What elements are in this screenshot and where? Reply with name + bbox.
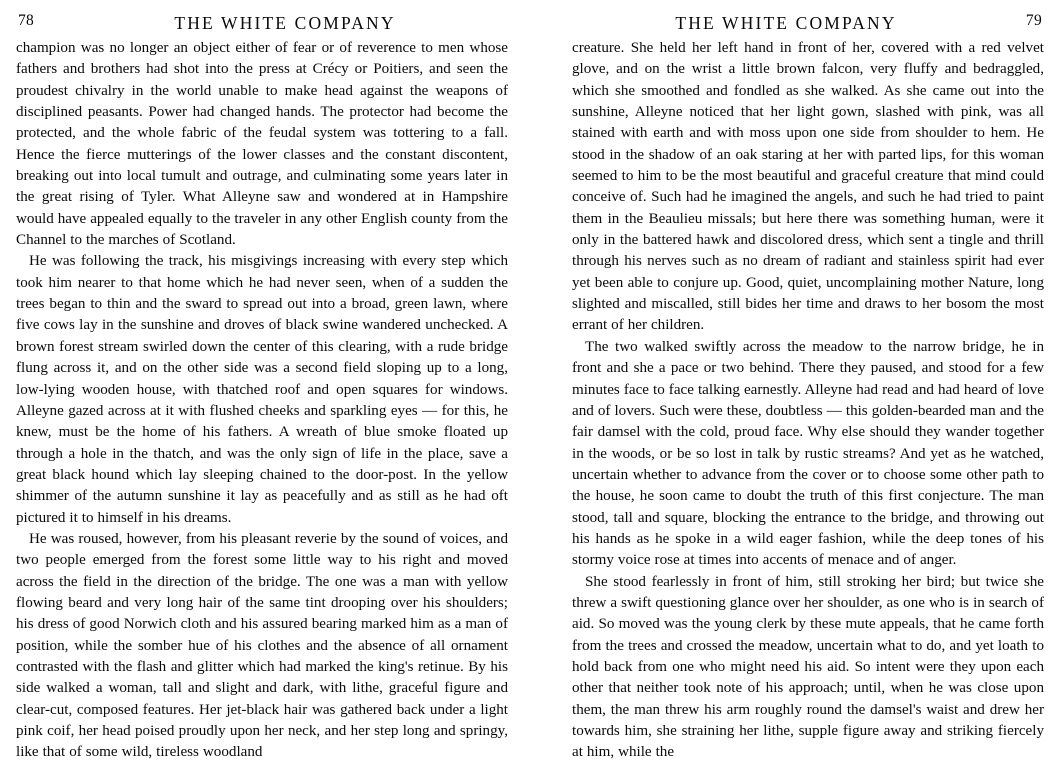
paragraph: creature. She held her left hand in front of her, covered with a red velvet glove, and on the wrist a little brown falcon, very fluffy and bedraggled, which she smoothed and fondled as she walked. As she came out into the sunshine, Alleyne noticed that her light gown, slashed with pink, was all stained with earth and with moss upon one side from shoulder to hem. He stood in the shadow of an oak staring at her with parted lips, for this woman seemed to him to be the most beautiful and graceful creature that mind could conceive of. Such had he imagined the angels, and such he had tried to paint them in the Beaulieu missals; but here there was something human, were it only in the battered hawk and discolored dress, which sent a tingle and thrill through his nerves such as no dream of radiant and stainless spirit had ever yet been able to conjure up. Good, quiet, uncomplaining mother Nature, long slighted and miscalled, still bides her time and draws to her bosom the most errant of her children. bbox=[572, 40, 1044, 334]
paragraph: champion was no longer an object either of fear or of reverence to men whose fathers and brothers had shot into the press at Crécy or Poitiers, and seen the proudest chivalry in the world unable to make head against the weapons of disciplined peasants. Power had changed hands. The protector had become the protected, and the whole fabric of the feudal system was tottering to a fall. Hence the fierce mutterings of the lower classes and the constant discontent, breaking out into local tumult and outrage, and culminating some years later in the great rising of Tyler. What Alleyne saw and wondered at in Hampshire would have appealed equally to the traveler in any other English county from the Channel to the marches of Scotland. bbox=[16, 40, 508, 249]
running-head-left bbox=[16, 0, 508, 34]
paragraph: He was roused, however, from his pleasant reverie by the sound of voices, and two people emerged from the forest some little way to his right and moved across the field in the direction of the bridge. The one was a man with yellow flowing beard and very long hair of the same tint drooping over his shoulders; his dress of good Norwich cloth and his assured bearing marked him as a man of position, while the somber hue of his clothes and the absence of all ornament contrasted with the flash and glitter which had marked the king's retinue. By his side walked a woman, tall and slight and dark, with lithe, graceful figure and clear-cut, composed features. Her jet-black hair was gathered back under a light pink coif, her head poised proudly upon her neck, and her step long and springy, like that of some wild, tireless woodland bbox=[16, 530, 508, 761]
running-head-title-left: THE WHITE COMPANY bbox=[174, 12, 396, 33]
body-text-left bbox=[16, 38, 508, 764]
page-right bbox=[530, 0, 1060, 761]
paragraph: He was following the track, his misgivings increasing with every step which took him nearer to that home which he had never seen, when of a sudden the trees began to thin and the sward to spread out into a broad, green lawn, where five cows lay in the sunshine and droves of black swine wandered unchecked. A brown forest stream swirled down the center of this clearing, with a rude bridge flung across it, and on the other side was a second field sloping up to a long, low-lying wooden house, with thatched roof and open squares for windows. Alleyne gazed across at it with flushed cheeks and sparkling eyes — for this, he knew, must be the home of his fathers. A wreath of blue smoke floated up through a hole in the thatch, and was the only sign of life in the place, save a great black hound which lay sleeping chained to the door-post. In the yellow shimmer of the autumn sunshine it lay as peacefully and as still as he had oft pictured it to himself in his dreams. bbox=[16, 253, 508, 526]
page-left bbox=[0, 0, 530, 761]
paragraph: She stood fearlessly in front of him, still stroking her bird; but twice she threw a swift questioning glance over her shoulder, as one who is in search of aid. So moved was the young clerk by these mute appeals, that he came forth from the trees and crossed the meadow, uncertain what to do, and yet loath to hold back from one who might need his aid. So intent were they upon each other that neither took note of his approach; until, when he was close upon them, the man threw his arm roughly round the damsel's waist and drew her towards him, she straining her lithe, supple figure away and striking fiercely at him, while the bbox=[572, 573, 1044, 761]
paragraph: The two walked swiftly across the meadow to the narrow bridge, he in front and she a pace or two behind. There they paused, and stood for a few minutes face to face talking earnestly. Alleyne had read and had heard of love and of lovers. Such were these, doubtless — this golden-bearded man and the fair damsel with the cold, proud face. Why else should they wander together in the woods, or be so lost in talk by rustic streams? And yet as he watched, uncertain whether to advance from the cover or to choose some other path to the house, he soon came to doubt the truth of this first conjecture. The man stood, tall and square, blocking the entrance to the bridge, and throwing out his hands as he spoke in a wild eager fashion, while the deep tones of his stormy voice rose at times into accents of menace and of anger. bbox=[572, 338, 1044, 569]
running-head-right bbox=[572, 0, 1044, 34]
body-text-right bbox=[572, 38, 1044, 764]
page-number-left: 78 bbox=[18, 11, 35, 29]
page-number-right: 79 bbox=[1025, 11, 1042, 29]
running-head-title-right: THE WHITE COMPANY bbox=[675, 12, 897, 33]
